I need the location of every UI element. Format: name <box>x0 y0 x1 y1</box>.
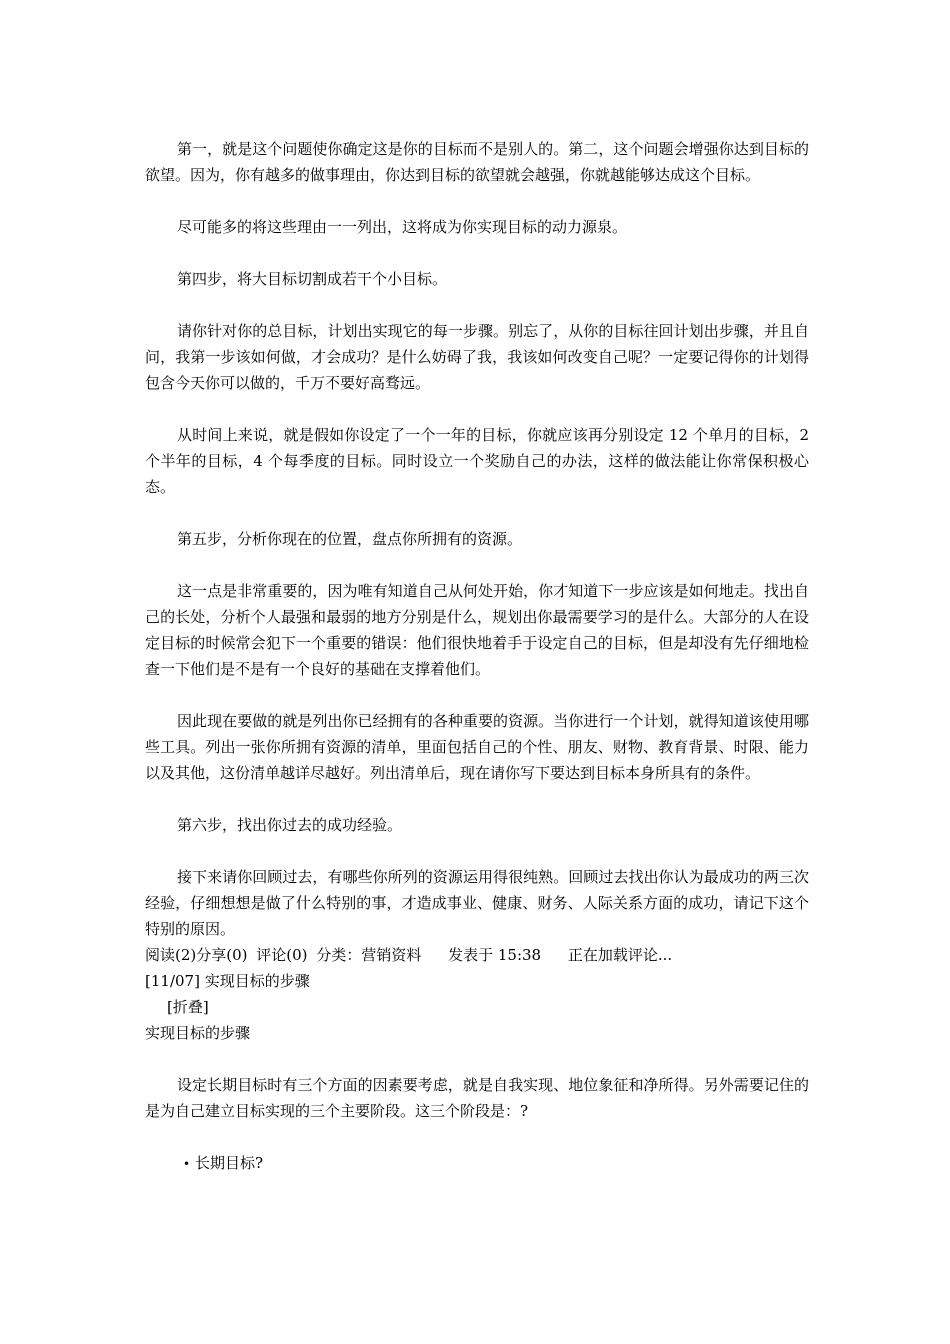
next-post-intro: 设定长期目标时有三个方面的因素要考虑，就是自我实现、地位象征和净所得。另外需要记住的是为自己建立目标实现的三个主要阶段。这三个阶段是：? <box>145 1076 809 1120</box>
paragraph-spacer <box>145 188 809 214</box>
list-item-text: 长期目标? <box>195 1154 264 1172</box>
bullet-icon: • <box>183 1157 191 1171</box>
paragraph-8: 因此现在要做的就是列出你已经拥有的各种重要的资源。当你进行一个计划，就得知道该使用哪些工具。列出一张你所拥有资源的清单，里面包括自己的个性、朋友、财物、教育背景、时限、能力以及其他，这份清单越详尽越好。列出清单后，现在请你写下要达到目标本身所具有的条件。 <box>145 712 809 782</box>
fold-toggle[interactable]: [折叠] <box>167 998 209 1016</box>
paragraph-spacer <box>145 552 809 578</box>
paragraph-spacer <box>145 292 809 318</box>
category-link[interactable]: 分类：营销资料 <box>316 946 422 964</box>
list-item <box>145 1150 809 1177</box>
paragraph-spacer <box>145 240 809 266</box>
post-meta-bar <box>145 942 809 968</box>
paragraph-4: 请你针对你的总目标，计划出实现它的每一步骤。别忘了，从你的目标往回计划出步骤，并且自问，我第一步该如何做，才会成功？是什么妨碍了我，我该如何改变自己呢？一定要记得你的计划得包含今天你可以做的，千万不要好高骛远。 <box>145 322 809 392</box>
paragraph-spacer <box>145 1046 809 1072</box>
reads-count[interactable]: 阅读(2) <box>145 946 197 964</box>
paragraph-spacer <box>145 682 809 708</box>
comments-loading-text: 正在加载评论... <box>567 946 673 964</box>
paragraph-7: 这一点是非常重要的，因为唯有知道自己从何处开始，你才知道下一步应该是如何地走。找出自己的长处，分析个人最强和最弱的地方分别是什么，规划出你最需要学习的是什么。大部分的人在设定目标的时候常会犯下一个重要的错误：他们很快地着手于设定自己的目标，但是却没有先仔细地检查一下他们是不是有一个良好的基础在支撑着他们。 <box>145 582 809 678</box>
comments-link[interactable]: 评论(0) <box>256 946 308 964</box>
next-post-heading: 实现目标的步骤 <box>145 1024 251 1042</box>
paragraph-2: 尽可能多的将这些理由一一列出，这将成为你实现目标的动力源泉。 <box>177 218 628 236</box>
paragraph-spacer <box>145 500 809 526</box>
post-time: 发表于 15:38 <box>448 946 542 964</box>
article-body <box>145 136 809 1177</box>
paragraph-spacer <box>145 838 809 864</box>
paragraph-10: 接下来请你回顾过去，有哪些你所列的资源运用得很纯熟。回顾过去找出你认为最成功的两三次经验，仔细想想是做了什么特别的事，才造成事业、健康、财务、人际关系方面的成功，请记下这个特别的原因。 <box>145 868 809 938</box>
step-six-heading: 第六步，找出你过去的成功经验。 <box>177 816 403 834</box>
next-post-title-link[interactable]: [11/07] 实现目标的步骤 <box>145 972 310 990</box>
paragraph-spacer <box>145 1124 809 1150</box>
paragraph-spacer <box>145 786 809 812</box>
step-four-heading: 第四步，将大目标切割成若干个小目标。 <box>177 270 448 288</box>
paragraph-5: 从时间上来说，就是假如你设定了一个一年的目标，你就应该再分别设定 12 个单月的目标，2 个半年的目标，4 个每季度的目标。同时设立一个奖励自己的办法，这样的做法能让你常保积极心态。 <box>145 426 809 496</box>
share-link[interactable]: 分享(0) <box>196 946 248 964</box>
step-five-heading: 第五步，分析你现在的位置，盘点你所拥有的资源。 <box>177 530 523 548</box>
paragraph-spacer <box>145 396 809 422</box>
paragraph-1: 第一，就是这个问题使你确定这是你的目标而不是别人的。第二，这个问题会增强你达到目标的欲望。因为，你有越多的做事理由，你达到目标的欲望就会越强，你就越能够达成这个目标。 <box>145 140 809 184</box>
